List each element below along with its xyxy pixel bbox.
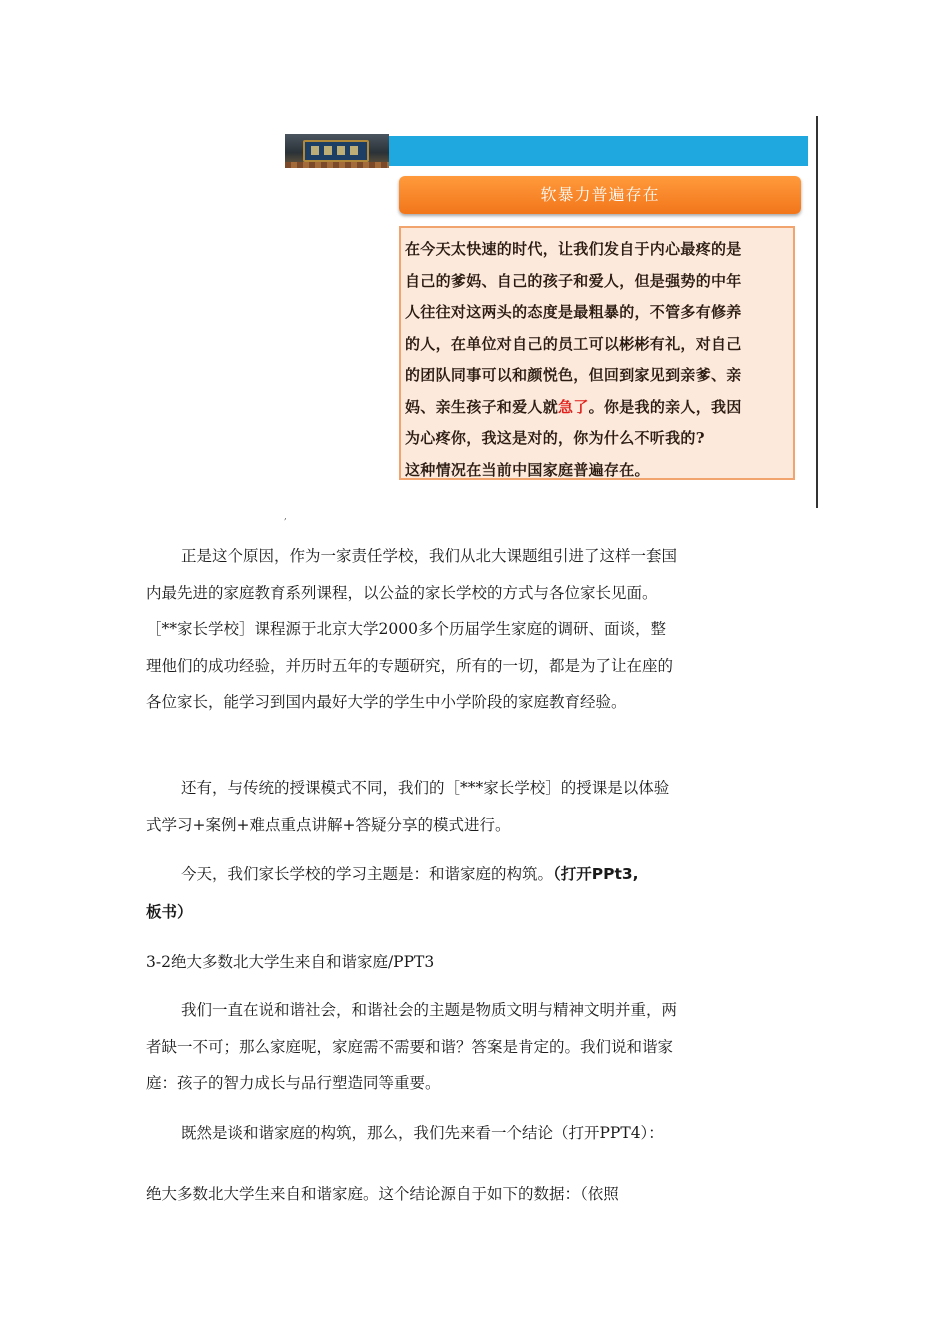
peking-university-gate-photo	[285, 134, 389, 168]
embedded-slide	[285, 116, 808, 508]
stray-mark: ,	[284, 512, 287, 522]
slide-text-box	[399, 226, 795, 480]
paragraph-harmony: 我们一直在说和谐社会，和谐社会的主题是物质文明与精神文明并重，两者缺一不可；那么家庭呢，家庭需不需要和谐？答案是肯定的。我们说和谐家庭：孩子的智力成长与品行塑造同等重要。	[146, 1001, 678, 1092]
slide-line: 的团队同事可以和颜悦色，但回到家见到亲爹、亲	[405, 366, 742, 384]
paragraph-teaching-mode: 还有，与传统的授课模式不同，我们的［***家长学校］的授课是以体验式学习+案例+难点重点讲解+答疑分享的模式进行。	[146, 779, 670, 834]
page-divider-line	[816, 116, 818, 508]
theme-text: 今天，我们家长学校的学习主题是：和谐家庭的构筑。	[181, 865, 554, 883]
slide-title: 软暴力普遍存在	[399, 176, 801, 214]
slide-line: 的人，在单位对自己的员工可以彬彬有礼，对自己	[405, 334, 742, 353]
slide-line	[405, 392, 790, 424]
paragraph-data: 绝大多数北大学生来自和谐家庭。这个结论源自于如下的数据：（依照	[146, 1185, 619, 1203]
slide-line: 为心疼你，我这是对的，你为什么不听我的?	[405, 429, 705, 447]
highlight-text: 急了	[558, 397, 589, 416]
paragraph-theme	[146, 856, 680, 893]
slide-line: 人往往对这两头的态度是最粗暴的，不管多有修养	[405, 303, 742, 321]
gate-plaque	[303, 140, 369, 162]
theme-note: （打开PPt3,	[553, 865, 639, 883]
slide-line: 自己的爹妈、自己的孩子和爱人，但是强势的中年	[405, 271, 742, 290]
slide-line-text: 妈、亲生孩子和爱人就	[405, 397, 559, 416]
slide-line: 在今天太快速的时代，让我们发自于内心最疼的是	[405, 240, 742, 258]
section-heading: 3-2绝大多数北大学生来自和谐家庭/PPT3	[146, 953, 435, 971]
gate-roof	[285, 162, 389, 168]
slide-line: 这种情况在当前中国家庭普遍存在。	[405, 460, 650, 479]
slide-line-text: 。你是我的亲人，我因	[588, 397, 742, 416]
paragraph-conclusion: 既然是谈和谐家庭的构筑，那么，我们先来看一个结论（打开PPT4）：	[181, 1124, 664, 1142]
theme-note-cont: 板书）	[146, 903, 193, 921]
paragraph-intro: 正是这个原因，作为一家责任学校，我们从北大课题组引进了这样一套国内最先进的家庭教育系列课程，以公益的家长学校的方式与各位家长见面。［**家长学校］课程源于北京大学2000多个历届学生家庭的调研、面谈，整理他们的成功经验，并历时五年的专题研究，所有的一切，都是为了让在座的各位家长，能学习到国内最好大学的学生中小学阶段的家庭教育经验。	[146, 547, 678, 711]
